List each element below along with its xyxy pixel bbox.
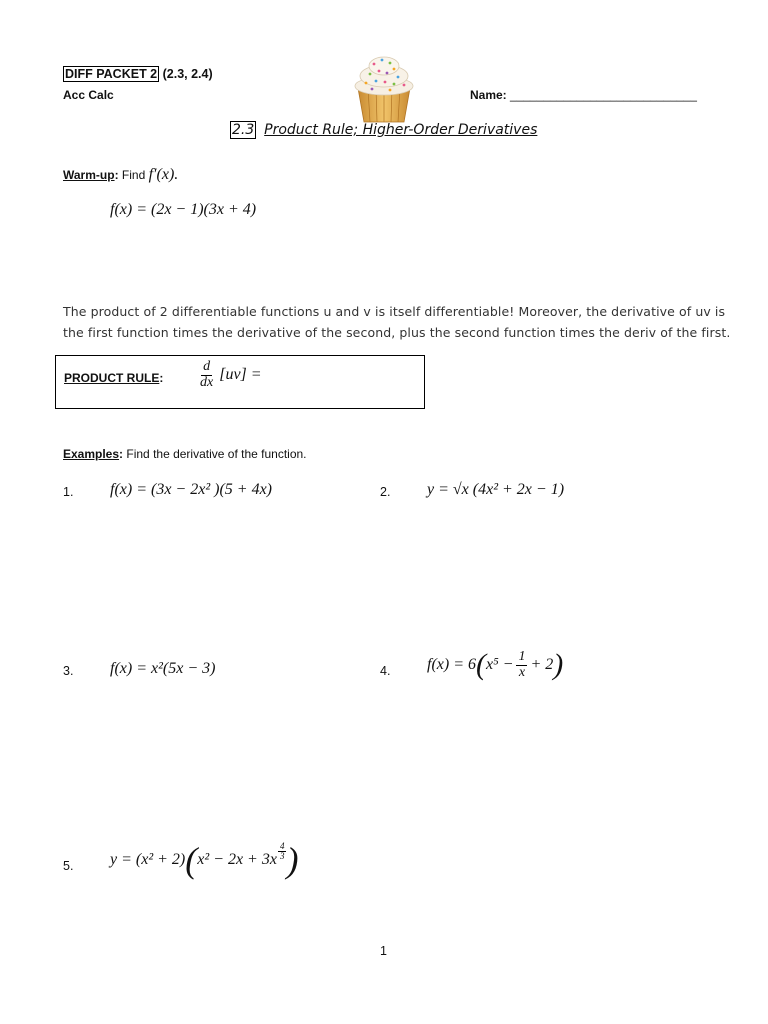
packet-sections: (2.3, 2.4) [162, 67, 213, 81]
example-4-frac-den: x [518, 664, 526, 680]
example-5-number: 5. [63, 859, 74, 873]
packet-title: DIFF PACKET 2 [65, 67, 158, 81]
product-rule-expression: [uv] = [219, 365, 262, 383]
example-5-open-paren: ( [185, 840, 198, 880]
example-5-close-paren: ) [286, 840, 299, 880]
example-4-lhs: f(x) = 6 [427, 656, 476, 674]
examples-instruction: Find the derivative of the function. [126, 447, 307, 461]
name-label: Name: [470, 88, 507, 102]
example-4-inner-b: + 2 [530, 656, 554, 674]
section-number: 2.3 [232, 122, 255, 138]
example-5-exp-den: 3 [279, 851, 285, 862]
warmup-function: f′(x). [148, 166, 179, 183]
warmup-line: Warm-up: Find f′(x). [63, 166, 179, 183]
intro-line-2: the first function times the derivative of the second, plus the second function times the deriv of the first. [63, 325, 731, 340]
example-5-exp-num: 4 [279, 841, 285, 851]
example-4-inner-a: x⁵ − [486, 656, 514, 674]
example-4-close-paren: ) [553, 648, 564, 682]
derivative-numerator: d [203, 359, 211, 374]
example-2-equation: y = √x (4x² + 2x − 1) [427, 481, 565, 498]
derivative-operator [198, 360, 215, 390]
examples-label: Examples [63, 447, 120, 461]
cupcake-icon [352, 52, 416, 124]
example-2-number: 2. [380, 485, 391, 499]
product-rule-box [55, 355, 425, 409]
example-4-number: 4. [380, 664, 391, 678]
examples-heading: Examples: Find the derivative of the function. [63, 447, 307, 461]
warmup-instruction: Find [121, 168, 146, 182]
example-4-frac-num: 1 [518, 649, 526, 664]
product-rule-label: PRODUCT RULE [64, 371, 160, 385]
product-rule-colon: : [159, 371, 164, 385]
example-3-number: 3. [63, 664, 74, 678]
example-1-equation: f(x) = (3x − 2x² )(5 + 4x) [110, 481, 273, 498]
packet-title-line [63, 67, 213, 81]
example-5-inner: x² − 2x + 3x [197, 851, 277, 868]
derivative-denominator: dx [200, 374, 214, 390]
name-line: ____________________________ [510, 88, 697, 102]
example-4-equation [427, 650, 563, 680]
course-label: Acc Calc [63, 88, 114, 102]
example-5-lhs: y = (x² + 2) [110, 851, 186, 868]
page-number: 1 [380, 944, 387, 958]
example-1-number: 1. [63, 485, 74, 499]
example-4-open-paren: ( [476, 648, 486, 682]
section-title: Product Rule; Higher-Order Derivatives [264, 122, 538, 138]
product-rule-formula [198, 360, 262, 390]
warmup-equation: f(x) = (2x − 1)(3x + 4) [110, 201, 257, 218]
example-3-equation: f(x) = x²(5x − 3) [110, 660, 216, 677]
intro-line-1: The product of 2 differentiable functions u and v is itself differentiable! Moreover, the derivative of uv is [63, 304, 726, 319]
section-heading [230, 121, 537, 138]
example-4-fraction [516, 650, 527, 680]
warmup-label: Warm-up [63, 168, 115, 182]
name-field [470, 88, 697, 102]
example-5-equation [110, 842, 298, 878]
product-rule-label-wrap [64, 371, 163, 385]
